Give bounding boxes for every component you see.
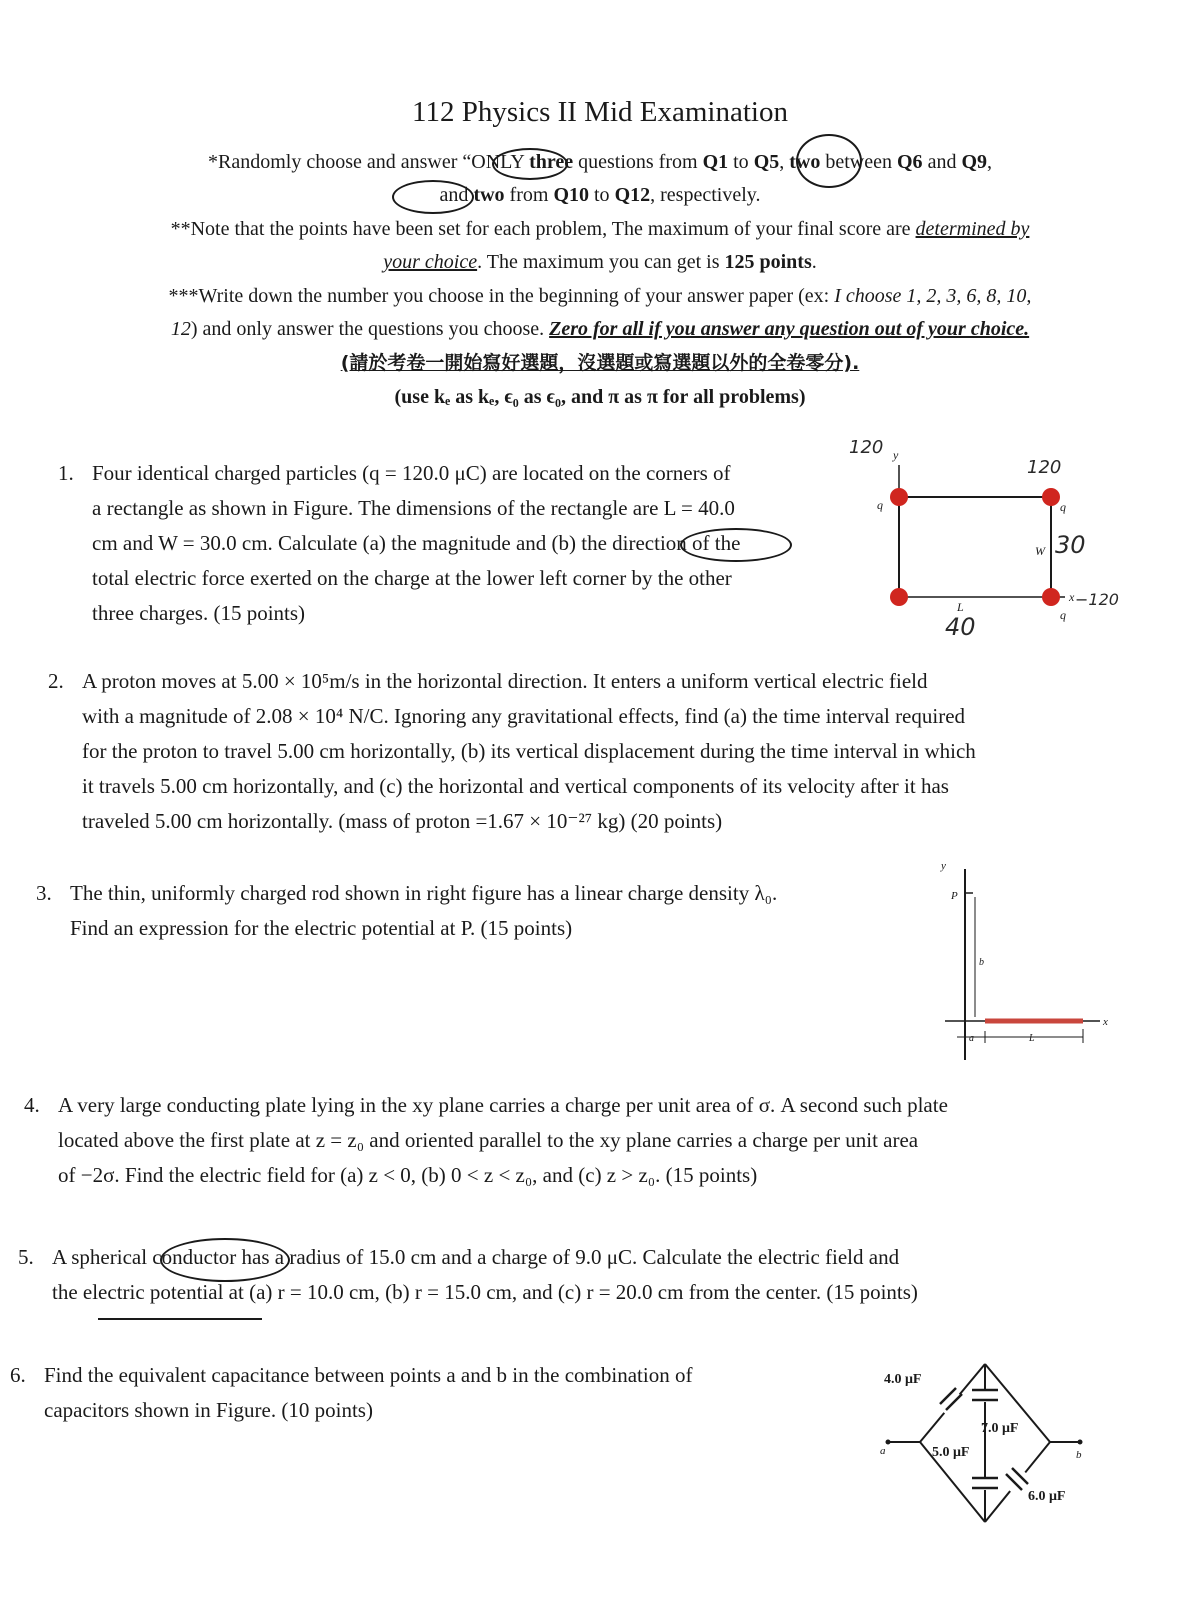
instruction-text: . The maximum you can get is xyxy=(477,251,725,273)
pen-circle-mark xyxy=(796,134,862,188)
instruction-text: ***Write down the number you choose in the beginning of your answer paper (ex: xyxy=(168,285,835,307)
instruction-emphasis: Q9 xyxy=(961,151,988,173)
instruction-text: questions from xyxy=(573,151,703,173)
charge-bottom-right xyxy=(1042,588,1060,606)
handwritten-note: 30 xyxy=(1055,531,1086,559)
question-line: with a magnitude of 2.08 × 10⁴ N/C. Ignoring any gravitational effects, find (a) the time interval required xyxy=(82,704,966,728)
instruction-text: . xyxy=(811,251,817,273)
exam-title: 112 Physics II Mid Examination xyxy=(412,96,788,128)
instruction-line-5 xyxy=(60,280,1140,313)
fig1-y-label: y xyxy=(893,448,899,462)
rectangle-charges-figure xyxy=(849,435,1145,650)
fig3-l-label: L xyxy=(1029,1033,1035,1044)
instruction-line-8: (use kₑ as kₑ, ϵ₀ as ϵ₀, and π as π for all problems) xyxy=(394,386,806,408)
fig3-y-label: y xyxy=(941,860,946,872)
handwritten-note: −120 xyxy=(1075,590,1119,609)
capacitor-5uf xyxy=(972,1478,998,1490)
question-line: traveled 5.00 cm horizontally. (mass of proton =1.67 × 10⁻²⁷ kg) (20 points) xyxy=(82,809,723,833)
question-number: 4. xyxy=(24,1093,40,1117)
question-line: for the proton to travel 5.00 cm horizontally, (b) its vertical displacement during the time interval in which xyxy=(82,739,976,763)
instruction-emphasis: three xyxy=(529,151,574,173)
question-line: cm and W = 30.0 cm. Calculate (a) the magnitude and (b) the direction of the xyxy=(92,531,741,555)
question-line: a rectangle as shown in Figure. The dimensions of the rectangle are L = 40.0 xyxy=(92,496,735,520)
instruction-example: 12 xyxy=(170,318,191,340)
charge-top-right xyxy=(1042,488,1060,506)
question-line: Four identical charged particles (q = 120.0 μC) are located on the corners of xyxy=(92,461,731,485)
capacitor-7uf xyxy=(972,1390,998,1402)
question-line: A proton moves at 5.00 × 10⁵m/s in the horizontal direction. It enters a uniform vertical electric field xyxy=(82,669,928,693)
instruction-line-1 xyxy=(60,146,1140,179)
pen-circle-mark xyxy=(392,180,474,214)
instruction-emphasis: 125 points xyxy=(724,251,812,273)
instruction-line-4 xyxy=(60,246,1140,279)
handwritten-note: 120 xyxy=(1027,457,1062,478)
question-number: 1. xyxy=(58,461,74,485)
instruction-text: from xyxy=(504,184,554,206)
charge-bottom-left xyxy=(890,588,908,606)
fig1-x-label: x xyxy=(1069,590,1075,604)
pen-circle-mark xyxy=(680,528,792,562)
question-line: Find the equivalent capacitance between points a and b in the combination of xyxy=(44,1363,693,1387)
instruction-chinese: (請於考卷一開始寫好選題，沒選題或寫選題以外的全卷零分). xyxy=(340,352,860,374)
handwritten-note: 120 xyxy=(849,437,884,458)
capacitor-4uf xyxy=(938,1388,963,1415)
pen-circle-mark xyxy=(160,1238,290,1282)
instruction-example: I choose 1, 2, 3, 6, 8, 10, xyxy=(834,285,1032,307)
question-line: A spherical conductor has a radius of 15.0 cm and a charge of 9.0 μC. Calculate the electric field and xyxy=(52,1245,900,1269)
question-2 xyxy=(48,664,1168,839)
charged-rod-figure xyxy=(935,855,1115,1065)
question-line: A very large conducting plate lying in the xy plane carries a charge per unit area of σ. A second such plate xyxy=(58,1093,948,1117)
question-line: of −2σ. Find the electric field for (a) z < 0, (b) 0 < z < z₀, and (c) z > z₀. (15 points) xyxy=(58,1163,758,1187)
fig1-q-label: q xyxy=(1060,500,1066,514)
instruction-text: between xyxy=(820,151,897,173)
instruction-text: and xyxy=(922,151,962,173)
handwritten-note: 40 xyxy=(945,613,976,641)
question-number: 5. xyxy=(18,1245,34,1269)
question-line: The thin, uniformly charged rod shown in right figure has a linear charge density λ₀. xyxy=(70,881,778,905)
instruction-underlined: your choice xyxy=(383,251,478,273)
instruction-emphasis: Q5 xyxy=(753,151,780,173)
capacitor-label-7uf: 7.0 μF xyxy=(981,1421,1019,1436)
terminal-a-label: a xyxy=(880,1445,886,1457)
capacitor-label-4uf: 4.0 μF xyxy=(884,1372,922,1387)
fig3-p-label: P xyxy=(951,890,958,902)
question-text xyxy=(82,664,1168,839)
instruction-line-7 xyxy=(60,347,1140,380)
question-number: 6. xyxy=(10,1363,26,1387)
question-line: three charges. (15 points) xyxy=(92,601,306,625)
fig1-w-label: W xyxy=(1035,544,1045,558)
question-3 xyxy=(36,876,936,946)
instruction-line-6 xyxy=(60,313,1140,346)
capacitor-label-6uf: 6.0 μF xyxy=(1028,1489,1066,1504)
pen-underline-mark xyxy=(98,1318,262,1320)
instruction-emphasis: two xyxy=(789,151,821,173)
instruction-line-2 xyxy=(60,179,1140,212)
instruction-text: , xyxy=(779,151,790,173)
instruction-text: to xyxy=(589,184,615,206)
fig3-b-label: b xyxy=(979,957,984,968)
fig3-a-label: a xyxy=(969,1033,974,1044)
instruction-text: , respectively. xyxy=(650,184,761,206)
capacitor-network-figure xyxy=(880,1350,1120,1540)
fig1-q-label: q xyxy=(1060,608,1066,622)
question-4 xyxy=(24,1088,1174,1193)
instruction-text: , xyxy=(987,151,993,173)
pen-circle-mark xyxy=(492,148,568,180)
question-6 xyxy=(10,1358,870,1428)
instruction-underlined: determined by xyxy=(915,218,1030,240)
question-line: the electric potential at (a) r = 10.0 cm, (b) r = 15.0 cm, and (c) r = 20.0 cm from the center. (15 points) xyxy=(52,1280,918,1304)
fig3-x-label: x xyxy=(1103,1016,1108,1028)
instruction-text: to xyxy=(728,151,754,173)
question-line: it travels 5.00 cm horizontally, and (c) the horizontal and vertical components of its velocity after it has xyxy=(82,774,949,798)
instruction-line-3 xyxy=(60,213,1140,246)
charge-top-left xyxy=(890,488,908,506)
terminal-b xyxy=(1078,1440,1083,1445)
fig1-l-label: L xyxy=(957,600,964,614)
question-line: total electric force exerted on the charge at the lower left corner by the other xyxy=(92,566,732,590)
instruction-emphasis: two xyxy=(473,184,505,206)
question-text xyxy=(44,1358,870,1428)
instruction-warning: Zero for all if you answer any question out of your choice. xyxy=(549,318,1030,340)
instruction-text: **Note that the points have been set for each problem, The maximum of your final score are xyxy=(170,218,916,240)
instruction-emphasis: Q1 xyxy=(702,151,729,173)
question-number: 2. xyxy=(48,669,64,693)
instruction-emphasis: Q12 xyxy=(614,184,651,206)
question-text xyxy=(70,876,936,946)
question-text xyxy=(58,1088,1174,1193)
instruction-text: ) and only answer the questions you choose. xyxy=(190,318,550,340)
instruction-emphasis: Q6 xyxy=(897,151,923,173)
terminal-b-label: b xyxy=(1076,1449,1082,1461)
question-line: Find an expression for the electric potential at P. (15 points) xyxy=(70,916,573,940)
question-line: located above the first plate at z = z₀ and oriented parallel to the xy plane carries a charge per unit area xyxy=(58,1128,919,1152)
capacitor-label-5uf: 5.0 μF xyxy=(932,1445,970,1460)
terminal-a xyxy=(886,1440,891,1445)
instruction-emphasis: Q10 xyxy=(553,184,589,206)
instruction-text: *Randomly choose and answer “ONLY xyxy=(207,151,530,173)
question-number: 3. xyxy=(36,881,52,905)
question-line: capacitors shown in Figure. (10 points) xyxy=(44,1398,373,1422)
fig1-q-label: q xyxy=(877,498,883,512)
instruction-text: and xyxy=(439,184,474,206)
